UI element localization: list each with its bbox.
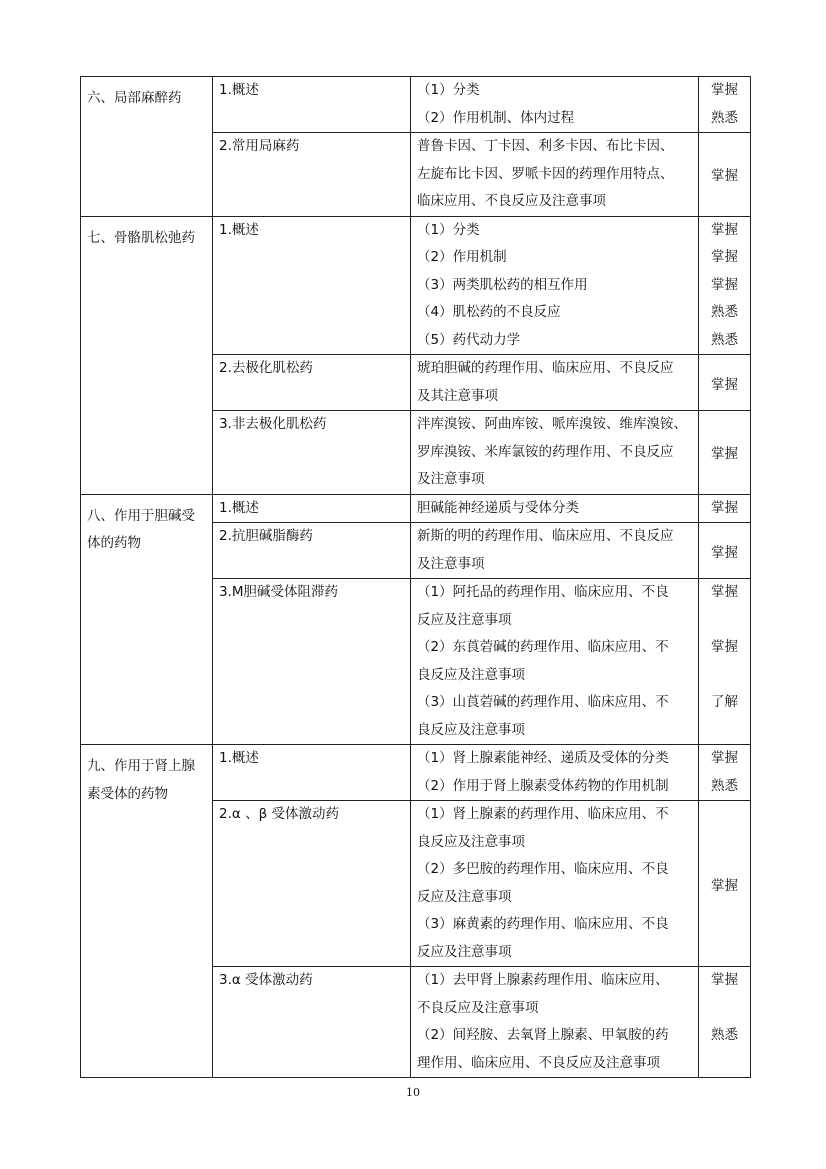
syllabus-table (80, 76, 751, 1078)
content-line: （2）东莨菪碱的药理作用、临床应用、不 (417, 639, 669, 655)
content-cell (411, 745, 699, 801)
content-line: 良反应及注意事项 (417, 666, 525, 683)
content-line: 胆碱能神经递质与受体分类 (417, 499, 579, 516)
item-label: 1.概述 (219, 750, 259, 766)
content-line: （3）山莨菪碱的药理作用、临床应用、不 (417, 694, 669, 710)
level-label: 掌握 (711, 750, 738, 766)
content-line: （2）作用机制、体内过程 (417, 109, 575, 126)
content-line: （5）药代动力学 (417, 331, 521, 348)
item-cell (213, 523, 411, 579)
content-line: （1）肾上腺素能神经、递质及受体的分类 (417, 750, 669, 766)
unit-title-line: 八、作用于胆碱受 (87, 507, 195, 524)
content-line: 理作用、临床应用、不良反应及注意事项 (417, 1054, 660, 1071)
level-label (699, 1050, 750, 1078)
content-line: （3）麻黄素的药理作用、临床应用、不良 (417, 916, 669, 932)
item-label: 1.概述 (219, 221, 259, 238)
level-label (699, 607, 750, 635)
item-cell (213, 745, 411, 801)
content-line: （1）分类 (417, 221, 480, 238)
content-line: 良反应及注意事项 (417, 833, 525, 850)
table-row (81, 77, 751, 133)
item-cell (213, 579, 411, 745)
level-cell (699, 579, 751, 745)
level-cell (699, 494, 751, 523)
level-cell (699, 745, 751, 801)
content-line: 反应及注意事项 (417, 943, 512, 960)
level-cell (699, 411, 751, 495)
level-label: 了解 (711, 694, 738, 710)
level-label: 掌握 (711, 639, 738, 655)
content-line: 反应及注意事项 (417, 611, 512, 628)
content-line: 泮库溴铵、阿曲库铵、哌库溴铵、维库溴铵、 (417, 416, 687, 432)
level-label: 掌握 (711, 877, 738, 894)
level-label: 掌握 (711, 544, 738, 561)
item-label: 3.α 受体激动药 (219, 972, 313, 988)
content-cell (411, 523, 699, 579)
content-cell (411, 494, 699, 523)
level-label: 熟悉 (711, 109, 738, 126)
content-cell (411, 801, 699, 967)
item-label: 3.M胆碱受体阻滞药 (219, 584, 339, 600)
content-cell (411, 77, 699, 133)
level-label: 熟悉 (711, 777, 738, 794)
level-cell (699, 77, 751, 133)
level-label: 掌握 (711, 972, 738, 988)
content-cell (411, 579, 699, 745)
content-line: 及其注意事项 (417, 387, 498, 404)
content-line: （1）分类 (417, 82, 480, 98)
level-cell (699, 355, 751, 411)
level-label: 掌握 (711, 249, 738, 265)
content-cell (411, 216, 699, 355)
content-line: （4）肌松药的不良反应 (417, 304, 561, 320)
unit-title (81, 494, 213, 745)
content-cell (411, 967, 699, 1078)
unit-title-line: 七、骨骼肌松弛药 (87, 229, 195, 246)
level-cell (699, 801, 751, 967)
unit-title (81, 745, 213, 1078)
content-line: （2）多巴胺的药理作用、临床应用、不良 (417, 861, 669, 877)
unit-title-line: 体的药物 (87, 535, 141, 551)
item-label: 2.去极化肌松药 (219, 360, 313, 376)
table-row (81, 745, 751, 801)
item-label: 2.抗胆碱脂酶药 (219, 528, 313, 544)
level-label: 熟悉 (711, 1027, 738, 1043)
unit-title-line: 九、作用于肾上腺 (87, 758, 195, 774)
content-line: （2）作用于肾上腺素受体药物的作用机制 (417, 777, 669, 794)
table-row (81, 216, 751, 355)
content-line: 新斯的明的药理作用、临床应用、不良反应 (417, 528, 674, 544)
item-cell (213, 494, 411, 523)
content-line: （1）去甲肾上腺素药理作用、临床应用、 (417, 972, 669, 988)
unit-title (81, 216, 213, 494)
content-cell (411, 355, 699, 411)
content-line: （1）阿托品的药理作用、临床应用、不良 (417, 584, 669, 600)
content-line: （2）间羟胺、去氧肾上腺素、甲氧胺的药 (417, 1027, 669, 1043)
item-label: 3.非去极化肌松药 (219, 416, 327, 432)
content-cell (411, 411, 699, 495)
level-label: 掌握 (711, 82, 738, 98)
item-cell (213, 216, 411, 355)
content-line: 不良反应及注意事项 (417, 999, 539, 1016)
content-line: 左旋布比卡因、罗哌卡因的药理作用特点、 (417, 165, 674, 182)
level-label: 掌握 (711, 446, 738, 463)
item-cell (213, 801, 411, 967)
level-label (699, 717, 750, 745)
content-line: （3）两类肌松药的相互作用 (417, 276, 588, 293)
level-cell (699, 523, 751, 579)
content-line: 普鲁卡因、丁卡因、利多卡因、布比卡因、 (417, 138, 674, 154)
level-label: 掌握 (711, 376, 738, 393)
item-label: 2.常用局麻药 (219, 138, 300, 154)
content-line: 反应及注意事项 (417, 888, 512, 905)
item-cell (213, 77, 411, 133)
content-line: 临床应用、不良反应及注意事项 (417, 193, 606, 209)
level-cell (699, 967, 751, 1078)
level-label: 掌握 (711, 168, 738, 185)
unit-title-line: 素受体的药物 (87, 785, 168, 802)
content-line: 罗库溴铵、米库氯铵的药理作用、不良反应 (417, 443, 674, 460)
item-label: 1.概述 (219, 82, 259, 98)
level-label: 掌握 (711, 499, 738, 516)
item-cell (213, 133, 411, 217)
level-label: 熟悉 (711, 331, 738, 348)
page-number: 10 (406, 1086, 420, 1099)
level-cell (699, 216, 751, 355)
item-cell (213, 411, 411, 495)
level-label (699, 995, 750, 1023)
content-line: 琥珀胆碱的药理作用、临床应用、不良反应 (417, 360, 674, 376)
content-line: （2）作用机制 (417, 249, 507, 265)
content-line: 及注意事项 (417, 555, 485, 572)
table-row (81, 494, 751, 523)
item-cell (213, 967, 411, 1078)
level-cell (699, 133, 751, 217)
level-label: 掌握 (711, 276, 738, 293)
level-label: 掌握 (711, 584, 738, 600)
item-label: 2.α 、β 受体激动药 (219, 806, 339, 822)
level-label: 掌握 (711, 221, 738, 238)
item-cell (213, 355, 411, 411)
level-label: 熟悉 (711, 304, 738, 320)
content-line: 良反应及注意事项 (417, 721, 525, 738)
level-label (699, 662, 750, 690)
content-line: （1）肾上腺素的药理作用、临床应用、不 (417, 806, 669, 822)
item-label: 1.概述 (219, 499, 259, 516)
unit-title (81, 77, 213, 217)
content-line: 及注意事项 (417, 471, 485, 487)
content-cell (411, 133, 699, 217)
unit-title-line: 六、局部麻醉药 (87, 90, 182, 106)
